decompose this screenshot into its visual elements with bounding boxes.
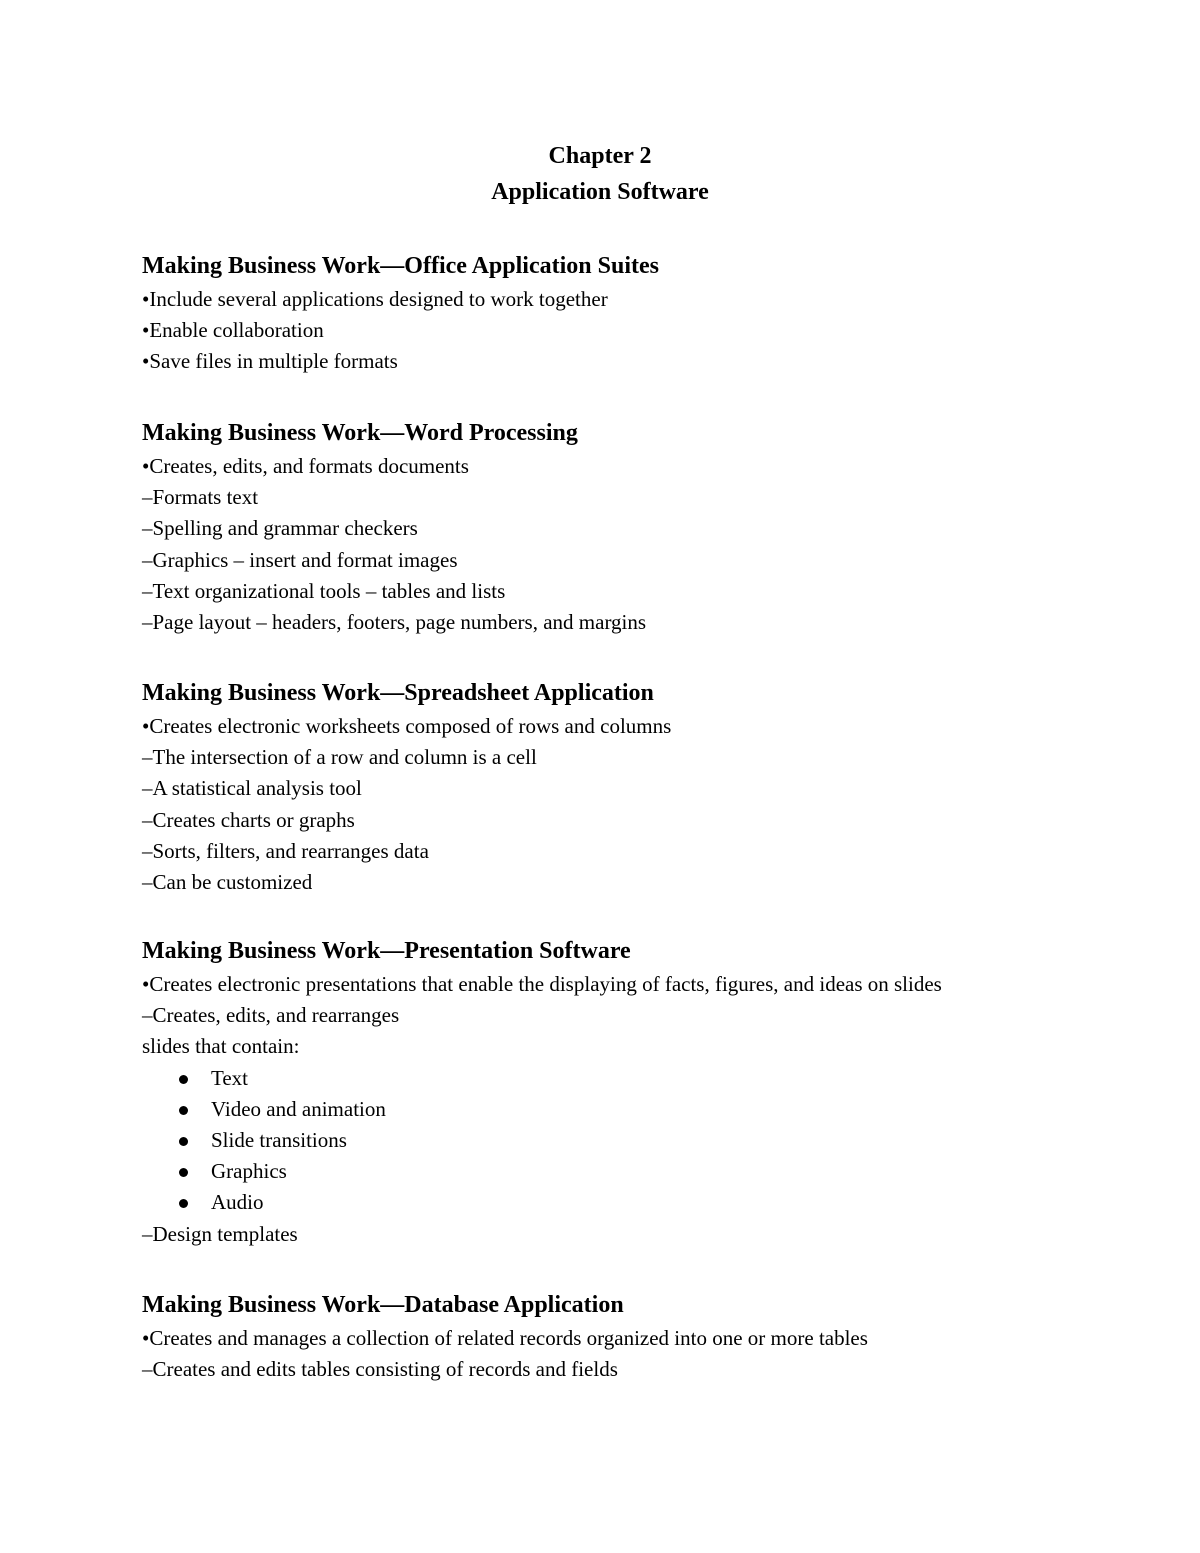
list-item-label: Text bbox=[211, 1065, 249, 1090]
list-item-label: Video and animation bbox=[211, 1096, 386, 1121]
section-line: –Spelling and grammar checkers bbox=[142, 516, 418, 541]
section-line: •Creates electronic worksheets composed of rows and columns bbox=[142, 714, 672, 738]
section-line: –Design templates bbox=[142, 1221, 298, 1246]
list-item bbox=[142, 1187, 1142, 1218]
section-line: •Creates, edits, and formats documents bbox=[142, 454, 469, 478]
section-heading: Making Business Work—Word Processing bbox=[142, 420, 578, 446]
section-line: –Creates and edits tables consisting of records and fields bbox=[142, 1357, 618, 1382]
section-line: •Enable collaboration bbox=[142, 318, 324, 343]
section-line: –Creates charts or graphs bbox=[142, 807, 355, 832]
bullet-icon bbox=[179, 1199, 188, 1208]
section-heading: Making Business Work—Database Application bbox=[142, 1292, 624, 1318]
section-line: –Sorts, filters, and rearranges data bbox=[142, 838, 429, 863]
bullet-icon bbox=[179, 1075, 188, 1084]
list-item bbox=[142, 1063, 1142, 1094]
list-item-label: Graphics bbox=[211, 1159, 287, 1184]
section-office-suites bbox=[142, 248, 1142, 378]
section-line: •Creates electronic presentations that enable the displaying of facts, figures, and ideas on slides bbox=[142, 972, 942, 996]
section-line: •Creates and manages a collection of related records organized into one or more tables bbox=[142, 1326, 868, 1350]
bullet-icon bbox=[179, 1168, 188, 1177]
list-item-label: Slide transitions bbox=[211, 1127, 347, 1152]
section-word-processing bbox=[142, 415, 1142, 638]
slide-contents-list bbox=[142, 1063, 1142, 1219]
section-spreadsheet bbox=[142, 675, 1142, 898]
list-item bbox=[142, 1156, 1142, 1187]
section-heading: Making Business Work—Presentation Software bbox=[142, 938, 631, 964]
title-block bbox=[0, 138, 1200, 210]
section-line: –Can be customized bbox=[142, 869, 313, 894]
section-line: –Page layout – headers, footers, page numbers, and margins bbox=[142, 609, 647, 634]
list-item-label: Audio bbox=[211, 1190, 264, 1215]
list-item bbox=[142, 1125, 1142, 1156]
section-line: •Include several applications designed to work together bbox=[142, 287, 608, 311]
section-line: •Save files in multiple formats bbox=[142, 349, 398, 374]
section-line: –Formats text bbox=[142, 485, 259, 510]
section-database bbox=[142, 1287, 1142, 1385]
chapter-title: Chapter 2 bbox=[548, 143, 652, 169]
chapter-subtitle: Application Software bbox=[491, 179, 709, 205]
section-line: –Text organizational tools – tables and lists bbox=[142, 578, 506, 603]
bullet-icon bbox=[179, 1106, 188, 1115]
section-line: slides that contain: bbox=[142, 1034, 300, 1059]
section-presentation bbox=[142, 933, 1142, 1250]
list-item bbox=[142, 1094, 1142, 1125]
section-heading: Making Business Work—Spreadsheet Application bbox=[142, 680, 654, 706]
section-line: –Graphics – insert and format images bbox=[142, 547, 458, 572]
section-line: –A statistical analysis tool bbox=[142, 776, 362, 801]
bullet-icon bbox=[179, 1137, 188, 1146]
section-line: –Creates, edits, and rearranges bbox=[142, 1003, 400, 1028]
section-heading: Making Business Work—Office Application Suites bbox=[142, 253, 659, 279]
section-line: –The intersection of a row and column is a cell bbox=[142, 745, 537, 770]
